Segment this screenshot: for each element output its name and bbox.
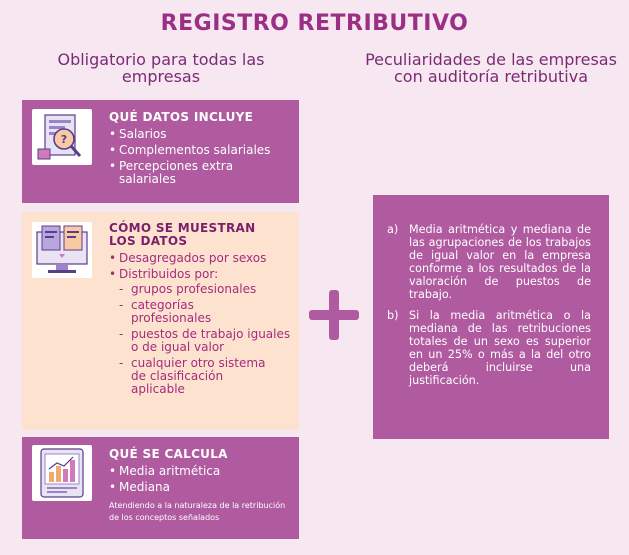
dash-mark: - — [119, 356, 124, 370]
sub-list-item-text: grupos profesionales — [131, 282, 257, 296]
point-text: Media aritmética y mediana de las agrupaciones de los trabajos de igual valor en la empresa conforme a los resultados de la valoración de puestos de trabajo. — [409, 223, 591, 301]
list-item-text: Distribuidos por: — [119, 267, 219, 281]
dash-mark: - — [119, 298, 124, 312]
list-item — [109, 481, 293, 494]
card-como-se-muestran — [22, 212, 299, 430]
right-column-heading: Peculiaridades de las empresas con auditoría retributiva — [365, 50, 617, 86]
list-item — [109, 268, 293, 396]
bullet-mark: • — [109, 127, 117, 141]
sub-list-item — [119, 328, 293, 354]
monitor-documents-icon — [32, 222, 92, 278]
point-label: b) — [387, 309, 399, 322]
magnifier-document-icon — [32, 109, 92, 165]
list-item-text: Mediana — [119, 480, 170, 494]
bullet-mark: • — [109, 480, 117, 494]
list-item-text: Media aritmética — [119, 464, 221, 478]
list-item-text: Desagregados por sexos — [119, 251, 267, 265]
sub-list-item — [119, 299, 241, 325]
bullet-mark: • — [109, 143, 117, 157]
list-item — [109, 160, 269, 186]
dash-mark: - — [119, 282, 124, 296]
bullet-mark: • — [109, 267, 117, 281]
card-note: Atendiendo a la naturaleza de la retribución de los conceptos señalados — [109, 501, 286, 522]
card-que-se-calcula — [22, 437, 299, 539]
list-item — [109, 252, 293, 265]
bullet-mark: • — [109, 464, 117, 478]
list-item-text: Percepciones extra salariales — [119, 159, 234, 186]
left-column-heading: Obligatorio para todas las empresas — [57, 50, 265, 86]
list-item — [109, 144, 293, 157]
auditoria-peculiaridades-box — [373, 195, 609, 439]
dash-mark: - — [119, 327, 124, 341]
tablet-chart-icon — [32, 445, 92, 501]
card-title: QUÉ SE CALCULA — [109, 447, 228, 461]
svg-text:?: ? — [60, 133, 68, 146]
sub-list-item-text: cualquier otro sistema de clasificación aplicable — [131, 356, 266, 396]
card-title: QUÉ DATOS INCLUYE — [109, 110, 254, 124]
plus-icon — [309, 290, 359, 340]
bullet-mark: • — [109, 159, 117, 173]
list-item — [109, 465, 293, 478]
point-label: a) — [387, 223, 399, 236]
list-item-text: Complementos salariales — [119, 143, 271, 157]
bullet-mark: • — [109, 251, 117, 265]
sub-list-item-text: categorías profesionales — [131, 298, 212, 325]
point-a — [387, 223, 591, 301]
list-item-text: Salarios — [119, 127, 167, 141]
point-b — [387, 309, 591, 387]
list-item — [109, 128, 293, 141]
point-text: Si la media aritmética o la mediana de las retribuciones totales de un sexo es superior en un 25% o más a la del otro deberá incluirse una justificación. — [409, 309, 591, 387]
card-title: CÓMO SE MUESTRAN LOS DATOS — [109, 221, 256, 248]
sub-list-item — [119, 357, 271, 396]
sub-list-item-text: puestos de trabajo iguales o de igual valor — [131, 327, 291, 354]
sub-list-item — [119, 283, 293, 296]
card-que-datos-incluye — [22, 100, 299, 203]
page-title: REGISTRO RETRIBUTIVO — [160, 11, 469, 36]
